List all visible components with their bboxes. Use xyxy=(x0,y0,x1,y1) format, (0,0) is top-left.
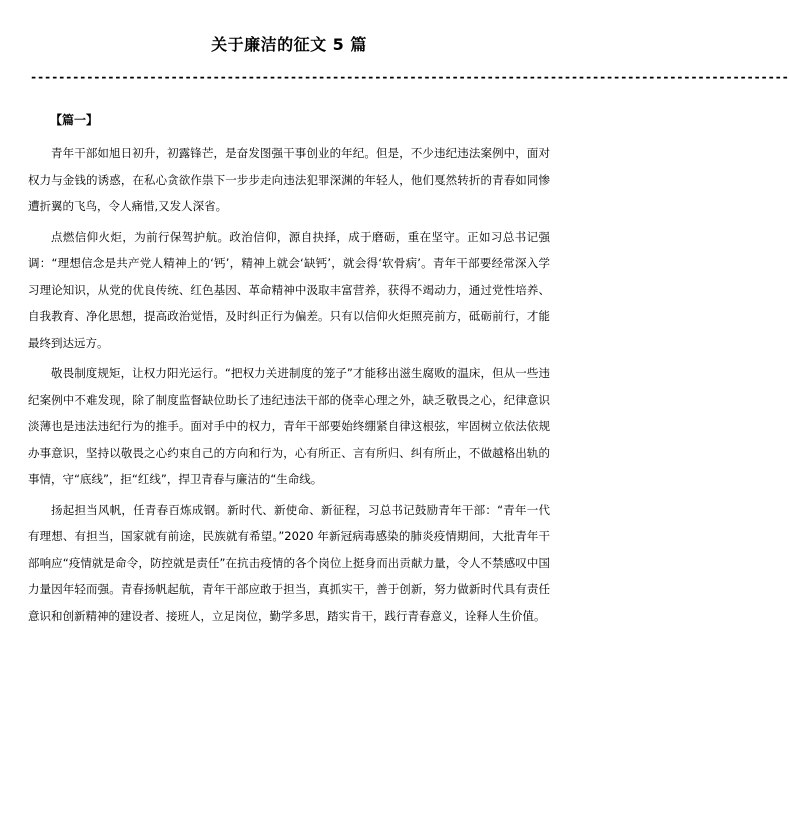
paragraph-4: 扬起担当风帆，任青春百炼成钢。新时代、新使命、新征程，习总书记鼓励青年干部：“青年一代有理想、有担当，国家就有前途，民族就有希望。”2020 年新冠病毒感染的肺炎疫情期间，大批青年干部响应“疫情就是命令，防控就是责任”在抗击疫情的各个岗位上挺身而出贡献力量，令人不禁感叹中国力量因年轻而强。青春扬帆起航，青年干部应敢于担当，真抓实干，善于创新，努力做新时代具有责任意识和创新精神的建设者、接班人，立足岗位，勤学多思，踏实肯干，践行青春意义，诠释人生价值。 xyxy=(28,502,550,623)
document-body xyxy=(28,140,550,633)
section-label: 【篇一】 xyxy=(50,113,99,127)
paragraph-3: 敬畏制度规矩，让权力阳光运行。“把权力关进制度的笼子”才能移出滋生腐败的温床，但从一些违纪案例中不难发现，除了制度监督缺位助长了违纪违法干部的侥幸心理之外，缺乏敬畏之心，纪律意识淡薄也是违法违纪行为的推手。面对手中的权力，青年干部要始终绷紧自律这根弦，牢固树立依法依规办事意识，坚持以敬畏之心约束自己的方向和行为，心有所正、言有所归、纠有所止，不做越格出轨的事情，守“底线”，拒“红线”，捍卫青春与廉洁的“生命线。 xyxy=(28,366,550,486)
document-title: 关于廉洁的征文 5 篇 xyxy=(211,35,367,54)
paragraph-1: 青年干部如旭日初升，初露锋芒，是奋发图强干事创业的年纪。但是，不少违纪违法案例中，面对权力与金钱的诱惑，在私心贪欲作祟下一步步走向违法犯罪深渊的年轻人，他们戛然转折的青春如同惨遭折翼的飞鸟，令人痛惜,又发人深省。 xyxy=(28,146,550,213)
paragraph-2: 点燃信仰火炬，为前行保驾护航。政治信仰，源自抉择，成于磨砺，重在坚守。正如习总书记强调：“理想信念是共产党人精神上的‘钙’，精神上就会‘缺钙’，就会得‘软骨病’。青年干部要经常深入学习理论知识，从党的优良传统、红色基因、革命精神中汲取丰富营养，获得不竭动力，通过党性培养、自我教育、净化思想，提高政治觉悟，及时纠正行为偏差。只有以信仰火炬照亮前方，砥砺前行，才能最终到达远方。 xyxy=(28,229,550,350)
dashed-divider: ------------------------------------------------------------------------------------------------------------ xyxy=(30,70,789,84)
